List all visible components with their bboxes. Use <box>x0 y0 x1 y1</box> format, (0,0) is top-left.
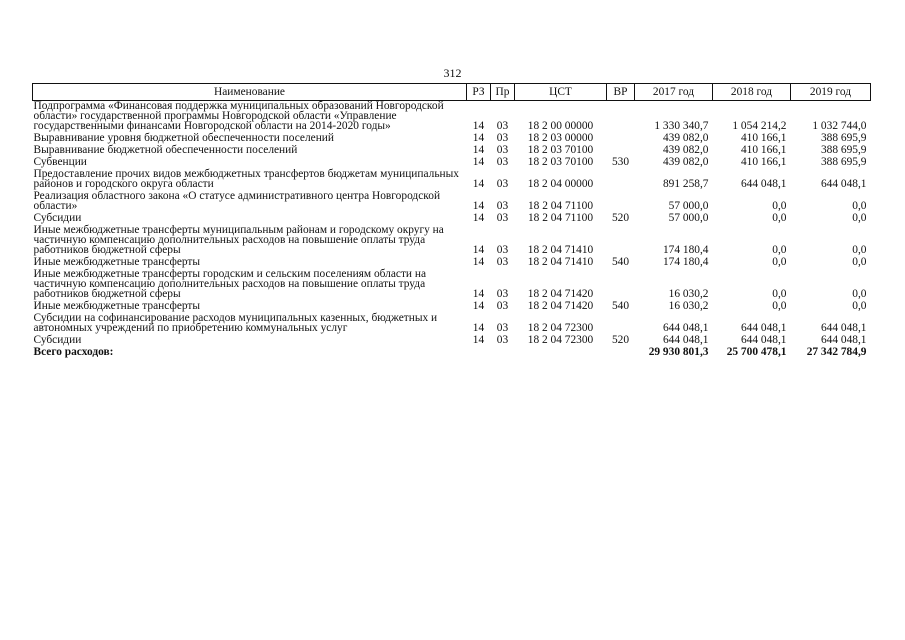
row-pr: 03 <box>496 244 509 256</box>
row-vr <box>607 225 635 257</box>
row-value-2019: 644 048,1 <box>820 334 867 346</box>
row-value-2018: 644 048,1 <box>740 334 787 346</box>
header-rz: РЗ <box>467 84 491 101</box>
row-pr: 03 <box>496 334 509 346</box>
row-rz: 14 <box>472 334 485 346</box>
header-cst: ЦСТ <box>515 84 607 101</box>
row-vr <box>607 269 635 301</box>
row-value-2019: 644 048,1 <box>820 322 867 334</box>
table-row <box>33 191 871 213</box>
row-value-2019: 0,0 <box>852 244 867 256</box>
row-value-2017: 644 048,1 <box>662 322 709 334</box>
row-cst: 18 2 04 71100 <box>527 200 594 212</box>
row-rz: 14 <box>472 178 485 190</box>
table-row <box>33 101 871 134</box>
row-value-2018: 0,0 <box>772 212 787 224</box>
row-value-2017: 57 000,0 <box>668 212 709 224</box>
row-name: Предоставление прочих видов межбюджетных трансфертов бюджетам муниципальных районов и городского округа области <box>33 168 459 190</box>
row-pr: 03 <box>496 288 509 300</box>
page-number: 312 <box>443 66 462 80</box>
table-header-row <box>33 84 871 101</box>
row-vr <box>607 191 635 213</box>
row-vr <box>607 133 635 145</box>
row-rz: 14 <box>472 256 485 268</box>
row-value-2017: 174 180,4 <box>662 256 709 268</box>
header-pr: Пр <box>491 84 515 101</box>
row-vr <box>607 101 635 134</box>
row-value-2017: 439 082,0 <box>662 156 709 168</box>
row-cst: 18 2 04 71410 <box>527 256 594 268</box>
row-name: Иные межбюджетные трансферты городским и сельским поселениям области на частичную компенсацию дополнительных расходов на повышение оплаты труда работников бюджетной сферы <box>33 268 427 300</box>
total-empty <box>491 347 515 359</box>
row-name: Иные межбюджетные трансферты муниципальным районам и городскому округу на частичную компенсацию дополнительных расходов на повышение оплаты труда работников бюджетной сферы <box>33 224 444 256</box>
total-value-2019: 27 342 784,9 <box>806 346 867 358</box>
header-vr: ВР <box>607 84 635 101</box>
row-value-2017: 439 082,0 <box>662 144 709 156</box>
row-cst: 18 2 04 71420 <box>527 300 594 312</box>
row-name: Выравнивание уровня бюджетной обеспеченности поселений <box>33 132 334 144</box>
row-pr: 03 <box>496 132 509 144</box>
row-pr: 03 <box>496 256 509 268</box>
row-name: Субсидии <box>33 212 82 224</box>
row-value-2018: 644 048,1 <box>740 178 787 190</box>
row-value-2019: 0,0 <box>852 212 867 224</box>
row-value-2017: 16 030,2 <box>668 288 709 300</box>
total-row <box>33 347 871 359</box>
row-rz: 14 <box>472 300 485 312</box>
row-pr: 03 <box>496 156 509 168</box>
row-value-2017: 644 048,1 <box>662 334 709 346</box>
row-pr: 03 <box>496 322 509 334</box>
row-name: Иные межбюджетные трансферты <box>33 256 201 268</box>
row-pr: 03 <box>496 300 509 312</box>
row-name: Реализация областного закона «О статусе административного центра Новгородской области» <box>33 190 441 212</box>
row-rz: 14 <box>472 288 485 300</box>
row-pr: 03 <box>496 200 509 212</box>
row-cst: 18 2 03 70100 <box>527 144 594 156</box>
row-pr: 03 <box>496 144 509 156</box>
row-rz: 14 <box>472 156 485 168</box>
row-cst: 18 2 04 71100 <box>527 212 594 224</box>
row-rz: 14 <box>472 144 485 156</box>
header-2018: 2018 год <box>713 84 791 101</box>
row-rz: 14 <box>472 244 485 256</box>
header-2017: 2017 год <box>635 84 713 101</box>
row-value-2017: 439 082,0 <box>662 132 709 144</box>
row-value-2019: 0,0 <box>852 300 867 312</box>
row-value-2019: 644 048,1 <box>820 178 867 190</box>
row-value-2018: 410 166,1 <box>740 144 787 156</box>
row-pr: 03 <box>496 212 509 224</box>
row-value-2019: 388 695,9 <box>820 144 867 156</box>
table-row <box>33 225 871 257</box>
row-value-2018: 410 166,1 <box>740 132 787 144</box>
row-cst: 18 2 00 00000 <box>527 120 594 132</box>
row-name: Субсидии <box>33 334 82 346</box>
header-name: Наименование <box>33 84 467 101</box>
row-value-2019: 0,0 <box>852 256 867 268</box>
row-cst: 18 2 04 71420 <box>527 288 594 300</box>
row-value-2018: 0,0 <box>772 200 787 212</box>
row-cst: 18 2 04 00000 <box>527 178 594 190</box>
row-pr: 03 <box>496 178 509 190</box>
row-value-2017: 16 030,2 <box>668 300 709 312</box>
table-row <box>33 313 871 335</box>
row-value-2017: 174 180,4 <box>662 244 709 256</box>
row-vr: 520 <box>611 212 630 224</box>
row-vr: 520 <box>611 334 630 346</box>
row-rz: 14 <box>472 322 485 334</box>
row-cst: 18 2 03 00000 <box>527 132 594 144</box>
budget-table <box>32 83 871 359</box>
table-body <box>33 101 871 360</box>
row-rz: 14 <box>472 120 485 132</box>
row-value-2017: 891 258,7 <box>662 178 709 190</box>
row-vr <box>607 313 635 335</box>
row-value-2019: 0,0 <box>852 288 867 300</box>
row-pr: 03 <box>496 120 509 132</box>
row-value-2018: 1 054 214,2 <box>732 120 787 132</box>
table-row <box>33 169 871 191</box>
row-cst: 18 2 03 70100 <box>527 156 594 168</box>
row-cst: 18 2 04 72300 <box>527 322 594 334</box>
row-vr: 530 <box>611 156 630 168</box>
row-name: Подпрограмма «Финансовая поддержка муниципальных образований Новгородской области» государственной программы Новгородской области «Управление государственными финансами Новгородской области на 2014-2020 годы» <box>33 100 444 132</box>
row-value-2018: 0,0 <box>772 244 787 256</box>
total-value-2017: 29 930 801,3 <box>648 346 709 358</box>
row-cst: 18 2 04 72300 <box>527 334 594 346</box>
header-2019: 2019 год <box>791 84 871 101</box>
row-name: Выравнивание бюджетной обеспеченности поселений <box>33 144 298 156</box>
total-empty <box>607 347 635 359</box>
row-value-2019: 388 695,9 <box>820 132 867 144</box>
row-rz: 14 <box>472 132 485 144</box>
row-vr: 540 <box>611 256 630 268</box>
row-name: Иные межбюджетные трансферты <box>33 300 201 312</box>
row-value-2019: 388 695,9 <box>820 156 867 168</box>
row-vr: 540 <box>611 300 630 312</box>
row-vr <box>607 169 635 191</box>
row-rz: 14 <box>472 212 485 224</box>
total-empty <box>467 347 491 359</box>
row-value-2018: 644 048,1 <box>740 322 787 334</box>
total-value-2018: 25 700 478,1 <box>726 346 787 358</box>
row-value-2019: 1 032 744,0 <box>812 120 867 132</box>
total-empty <box>515 347 607 359</box>
row-value-2017: 1 330 340,7 <box>654 120 709 132</box>
row-cst: 18 2 04 71410 <box>527 244 594 256</box>
row-value-2017: 57 000,0 <box>668 200 709 212</box>
row-name: Субсидии на софинансирование расходов муниципальных казенных, бюджетных и автономных учреждений по приобретению коммунальных услуг <box>33 312 438 334</box>
table-row <box>33 269 871 301</box>
row-rz: 14 <box>472 200 485 212</box>
total-label: Всего расходов: <box>33 346 114 358</box>
row-value-2018: 0,0 <box>772 288 787 300</box>
row-value-2019: 0,0 <box>852 200 867 212</box>
row-value-2018: 0,0 <box>772 300 787 312</box>
row-value-2018: 0,0 <box>772 256 787 268</box>
row-name: Субвенции <box>33 156 87 168</box>
row-value-2018: 410 166,1 <box>740 156 787 168</box>
